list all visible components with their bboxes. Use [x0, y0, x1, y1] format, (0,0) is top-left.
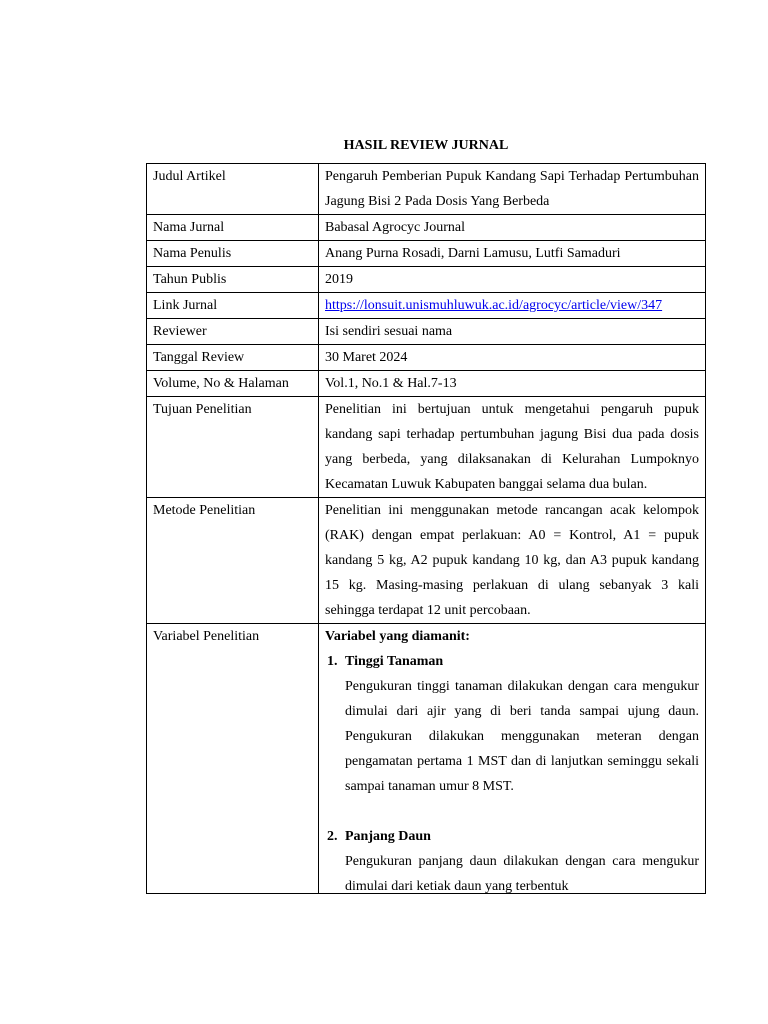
- row-value-variabel: [319, 624, 706, 894]
- table-row: [147, 215, 706, 241]
- row-label-nama-jurnal: Nama Jurnal: [147, 215, 319, 241]
- variabel-item-body: Pengukuran panjang daun dilakukan dengan cara mengukur dimulai dari ketiak daun yang terbentuk: [345, 854, 699, 893]
- variabel-item-number: 2.: [327, 829, 338, 844]
- table-row: [147, 241, 706, 267]
- table-row: [147, 371, 706, 397]
- row-label-judul: Judul Artikel: [147, 164, 319, 215]
- row-label-tahun: Tahun Publis: [147, 267, 319, 293]
- row-value-reviewer: Isi sendiri sesuai nama: [319, 319, 706, 345]
- variabel-item-body: Pengukuran tinggi tanaman dilakukan dengan cara mengukur dimulai dari ajir yang di beri tanda sampai ujung daun. Pengukuran dilakukan menggunakan meteran dengan pengamatan pertama 1 MST dan di lanjutkan seminggu sekali sampai tanaman umur 8 MST.: [345, 679, 699, 794]
- review-table: [146, 163, 706, 894]
- variabel-content: [325, 624, 699, 893]
- variabel-heading: Variabel yang diamanit:: [325, 629, 470, 644]
- row-value-tujuan: Penelitian ini bertujuan untuk mengetahui pengaruh pupuk kandang sapi terhadap pertumbuhan jagung Bisi dua pada dosis yang berbeda, yang dilaksanakan di Kelurahan Lumpoknyo Kecamatan Luwuk Kabupaten banggai selama dua bulan.: [319, 397, 706, 498]
- row-label-volume: Volume, No & Halaman: [147, 371, 319, 397]
- table-row: [147, 345, 706, 371]
- table-row: [147, 498, 706, 624]
- row-value-nama-jurnal: Babasal Agrocyc Journal: [319, 215, 706, 241]
- table-row: [147, 267, 706, 293]
- variabel-item-title: [325, 824, 699, 849]
- row-label-metode: Metode Penelitian: [147, 498, 319, 624]
- table-row: [147, 319, 706, 345]
- table-row: [147, 397, 706, 498]
- row-label-nama-penulis: Nama Penulis: [147, 241, 319, 267]
- spacer: [325, 799, 699, 824]
- table-row: [147, 293, 706, 319]
- table-row: [147, 164, 706, 215]
- row-label-link: Link Jurnal: [147, 293, 319, 319]
- row-value-judul: Pengaruh Pemberian Pupuk Kandang Sapi Terhadap Pertumbuhan Jagung Bisi 2 Pada Dosis Yang Berbeda: [319, 164, 706, 215]
- row-value-tanggal: 30 Maret 2024: [319, 345, 706, 371]
- variabel-item-label: Panjang Daun: [345, 829, 431, 844]
- variabel-item-label: Tinggi Tanaman: [345, 654, 444, 669]
- variabel-item-title: [325, 649, 699, 674]
- page-title: HASIL REVIEW JURNAL: [343, 138, 509, 153]
- table-row: [147, 624, 706, 894]
- row-value-tahun: 2019: [319, 267, 706, 293]
- row-label-reviewer: Reviewer: [147, 319, 319, 345]
- variabel-item-number: 1.: [327, 654, 338, 669]
- row-value-link: [319, 293, 706, 319]
- row-value-metode: Penelitian ini menggunakan metode rancangan acak kelompok (RAK) dengan empat perlakuan: A0 = Kontrol, A1 = pupuk kandang 5 kg, A2 pupuk kandang 10 kg, dan A3 pupuk kandang 15 kg. Masing-masing perlakuan di ulang sebanyak 3 kali sehingga terdapat 12 unit percobaan.: [319, 498, 706, 624]
- row-label-tujuan: Tujuan Penelitian: [147, 397, 319, 498]
- row-value-volume: Vol.1, No.1 & Hal.7-13: [319, 371, 706, 397]
- row-label-tanggal: Tanggal Review: [147, 345, 319, 371]
- journal-link[interactable]: https://lonsuit.unismuhluwuk.ac.id/agrocyc/article/view/347: [325, 298, 663, 313]
- row-label-variabel: Variabel Penelitian: [147, 624, 319, 894]
- row-value-nama-penulis: Anang Purna Rosadi, Darni Lamusu, Lutfi Samaduri: [319, 241, 706, 267]
